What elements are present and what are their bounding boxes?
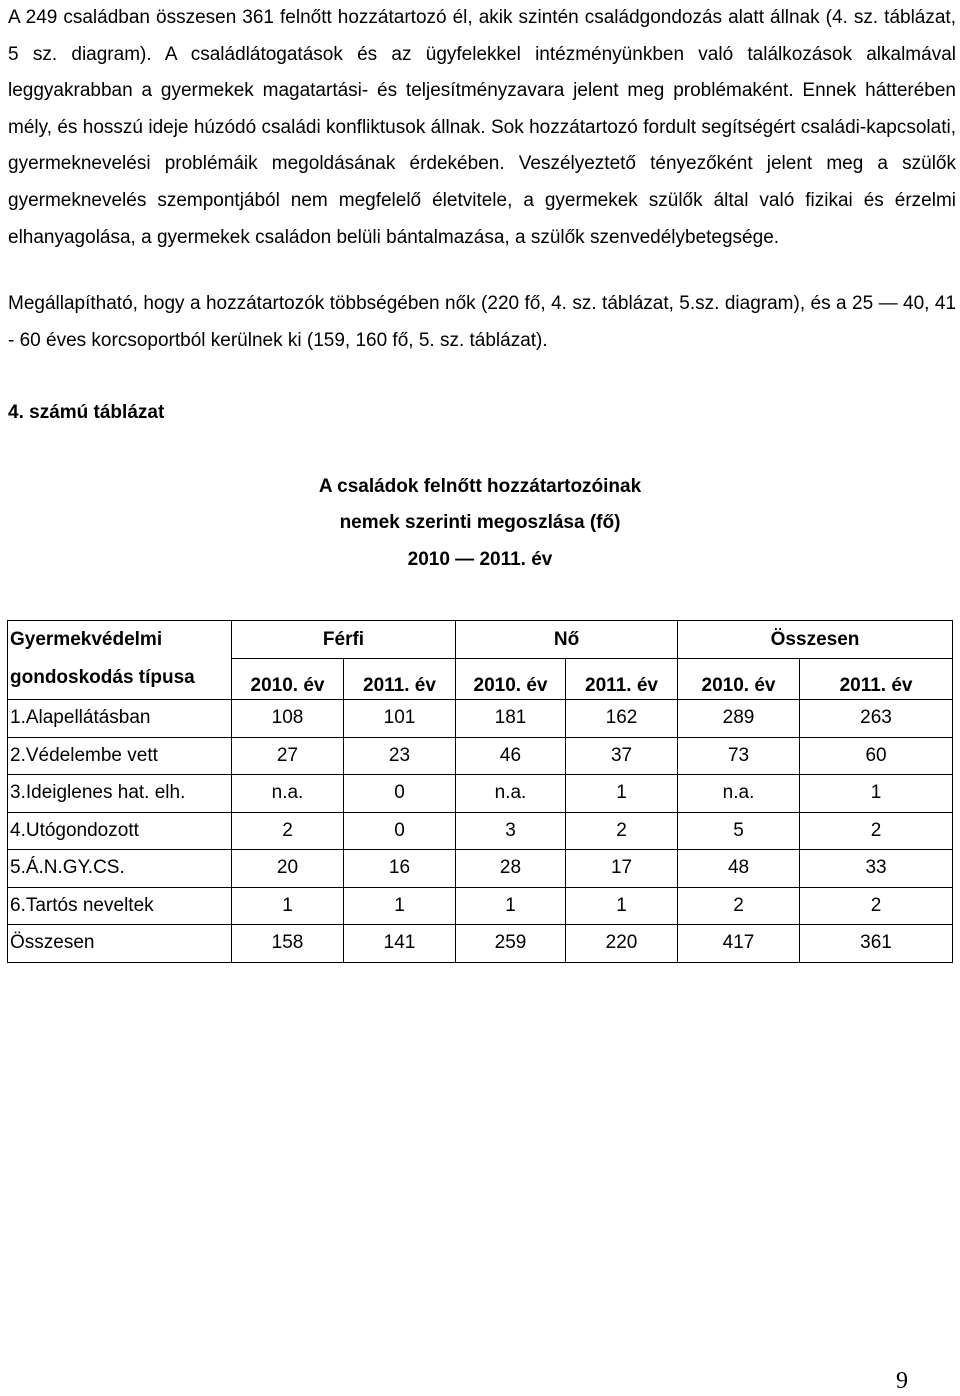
table-cell: 16 — [344, 850, 456, 888]
table-cell: 0 — [344, 812, 456, 850]
table-cell: n.a. — [232, 775, 344, 813]
year-header: 2010. év — [678, 659, 800, 700]
row-label: 5.Á.N.GY.CS. — [8, 850, 232, 888]
table-cell: 3 — [456, 812, 566, 850]
table-cell: 23 — [344, 737, 456, 775]
table-cell: 2 — [800, 887, 953, 925]
table-row — [8, 887, 953, 925]
year-header: 2011. év — [800, 659, 953, 700]
table-title-line-2: nemek szerinti megoszlása (fő) — [339, 512, 621, 533]
table-cell: 0 — [344, 775, 456, 813]
row-label: Összesen — [8, 925, 232, 963]
table-row — [8, 850, 953, 888]
table-cell: 60 — [800, 737, 953, 775]
year-header: 2010. év — [456, 659, 566, 700]
body-paragraph-1: A 249 családban összesen 361 felnőtt hozzátartozó él, akik szintén családgondozás alatt állnak (4. sz. táblázat, 5 sz. diagram). A családlátogatások és az ügyfelekkel intézményünkben való találkozások alkalmával leggyakrabban a gyermekek magatartási- és teljesítményzavara jelent meg problémaként. Ennek hátterében mély, és hosszú ideje húzódó családi konfliktusok állnak. Sok hozzátartozó fordult segítségért családi-kapcsolati, gyermeknevelési problémáik megoldásának érdekében. Veszélyeztető tényezőként jelent meg a szülők gyermeknevelés szempontjából nem megfelelő életvitele, a gyermekek szülők által való fizikai és érzelmi elhanyagolása, a gyermekek családon belüli bántalmazása, a szülők szenvedélybetegsége. — [8, 7, 956, 248]
table-row — [8, 812, 953, 850]
table-cell: 2 — [232, 812, 344, 850]
table-label: 4. számú táblázat — [8, 402, 165, 423]
table-cell: 361 — [800, 925, 953, 963]
table-cell: 33 — [800, 850, 953, 888]
row-label: 1.Alapellátásban — [8, 700, 232, 738]
table-cell: 2 — [566, 812, 678, 850]
table-cell: 17 — [566, 850, 678, 888]
table-cell: 1 — [800, 775, 953, 813]
table-title-line-3: 2010 — 2011. év — [407, 549, 553, 570]
table-row — [8, 775, 953, 813]
table-cell: 2 — [678, 887, 800, 925]
table-cell: 1 — [344, 887, 456, 925]
table-cell: 263 — [800, 700, 953, 738]
table-cell: 46 — [456, 737, 566, 775]
table-cell: 48 — [678, 850, 800, 888]
year-header: 2011. év — [344, 659, 456, 700]
table-cell: 28 — [456, 850, 566, 888]
table-row-total — [8, 925, 953, 963]
body-paragraph-2: Megállapítható, hogy a hozzátartozók többségében nők (220 fő, 4. sz. táblázat, 5.sz. diagram), és a 25 — 40, 41 - 60 éves korcsoportból kerülnek ki (159, 160 fő, 5. sz. táblázat). — [8, 293, 956, 351]
table-cell: 158 — [232, 925, 344, 963]
table-cell: 101 — [344, 700, 456, 738]
table-cell: 141 — [344, 925, 456, 963]
table-cell: 289 — [678, 700, 800, 738]
group-header-no: Nő — [456, 621, 678, 659]
table-cell: 1 — [566, 775, 678, 813]
table-cell: 5 — [678, 812, 800, 850]
table-cell: 181 — [456, 700, 566, 738]
table-cell: 1 — [232, 887, 344, 925]
table-cell: 108 — [232, 700, 344, 738]
year-header: 2011. év — [566, 659, 678, 700]
group-header-osszesen: Összesen — [678, 621, 953, 659]
table-cell: 1 — [566, 887, 678, 925]
table-cell: 37 — [566, 737, 678, 775]
table-cell: 73 — [678, 737, 800, 775]
table-cell: 259 — [456, 925, 566, 963]
row-header-line-2: gondoskodás típusa — [10, 667, 195, 688]
table-cell: 220 — [566, 925, 678, 963]
table-header-row-groups — [8, 621, 953, 659]
statistics-table — [7, 620, 953, 963]
row-header-line-1: Gyermekvédelmi — [10, 629, 163, 650]
table-title-line-1: A családok felnőtt hozzátartozóinak — [318, 476, 642, 497]
table-cell: 2 — [800, 812, 953, 850]
group-header-ferfi: Férfi — [232, 621, 456, 659]
table-row — [8, 700, 953, 738]
year-header: 2010. év — [232, 659, 344, 700]
row-header-cell — [8, 621, 232, 700]
table-cell: n.a. — [678, 775, 800, 813]
page-number: 9 — [896, 1368, 908, 1394]
row-label: 6.Tartós neveltek — [8, 887, 232, 925]
table-cell: 417 — [678, 925, 800, 963]
table-row — [8, 737, 953, 775]
table-cell: 27 — [232, 737, 344, 775]
row-label: 4.Utógondozott — [8, 812, 232, 850]
table-cell: n.a. — [456, 775, 566, 813]
row-label: 3.Ideiglenes hat. elh. — [8, 775, 232, 813]
table-cell: 20 — [232, 850, 344, 888]
table-cell: 1 — [456, 887, 566, 925]
table-cell: 162 — [566, 700, 678, 738]
row-label: 2.Védelembe vett — [8, 737, 232, 775]
